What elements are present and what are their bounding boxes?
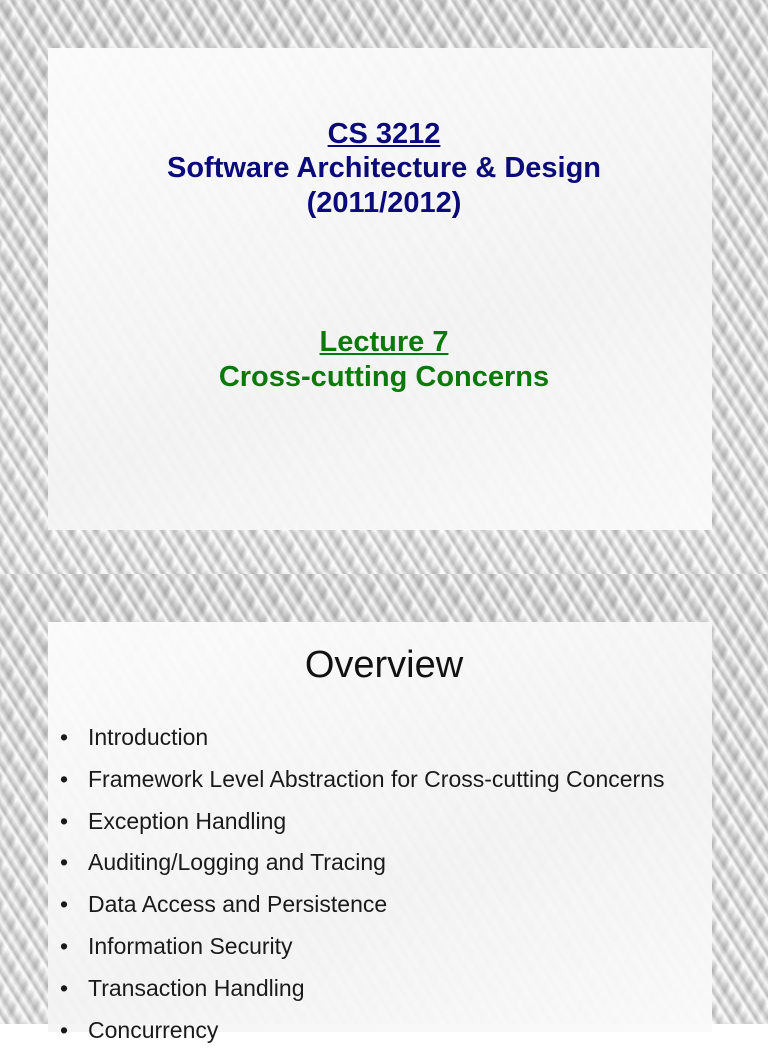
bullet-icon: • [60, 891, 69, 918]
course-year: (2011/2012) [306, 187, 462, 219]
lecture-topic: Cross-cutting Concerns [218, 361, 550, 393]
lecture-number: Lecture 7 [319, 326, 449, 358]
list-item-text: Introduction [88, 724, 209, 750]
lecture-number-line [0, 325, 768, 359]
bullet-icon: • [60, 1016, 69, 1043]
list-item-text: Auditing/Logging and Tracing [88, 849, 386, 876]
list-item-text: Information Security [88, 932, 293, 959]
bullet-icon: • [60, 849, 69, 876]
bullet-icon: • [60, 765, 69, 792]
course-code: CS 3212 [327, 118, 441, 150]
overview-title: Overview [304, 644, 464, 686]
list-item-text: Data Access and Persistence [88, 891, 388, 918]
course-name: Software Architecture & Design [166, 152, 602, 184]
course-code-line [0, 117, 768, 151]
bullet-icon: • [60, 724, 69, 750]
overview-slide [0, 574, 768, 1043]
bullet-icon: • [60, 974, 69, 1001]
list-item-text: Framework Level Abstraction for Cross-cutting Concerns [88, 765, 665, 792]
list-item-text: Transaction Handling [88, 974, 305, 1001]
list-item-text: Exception Handling [88, 807, 287, 834]
bullet-icon: • [60, 932, 69, 959]
bullet-icon: • [60, 807, 69, 834]
list-item-text: Concurrency [88, 1016, 219, 1043]
